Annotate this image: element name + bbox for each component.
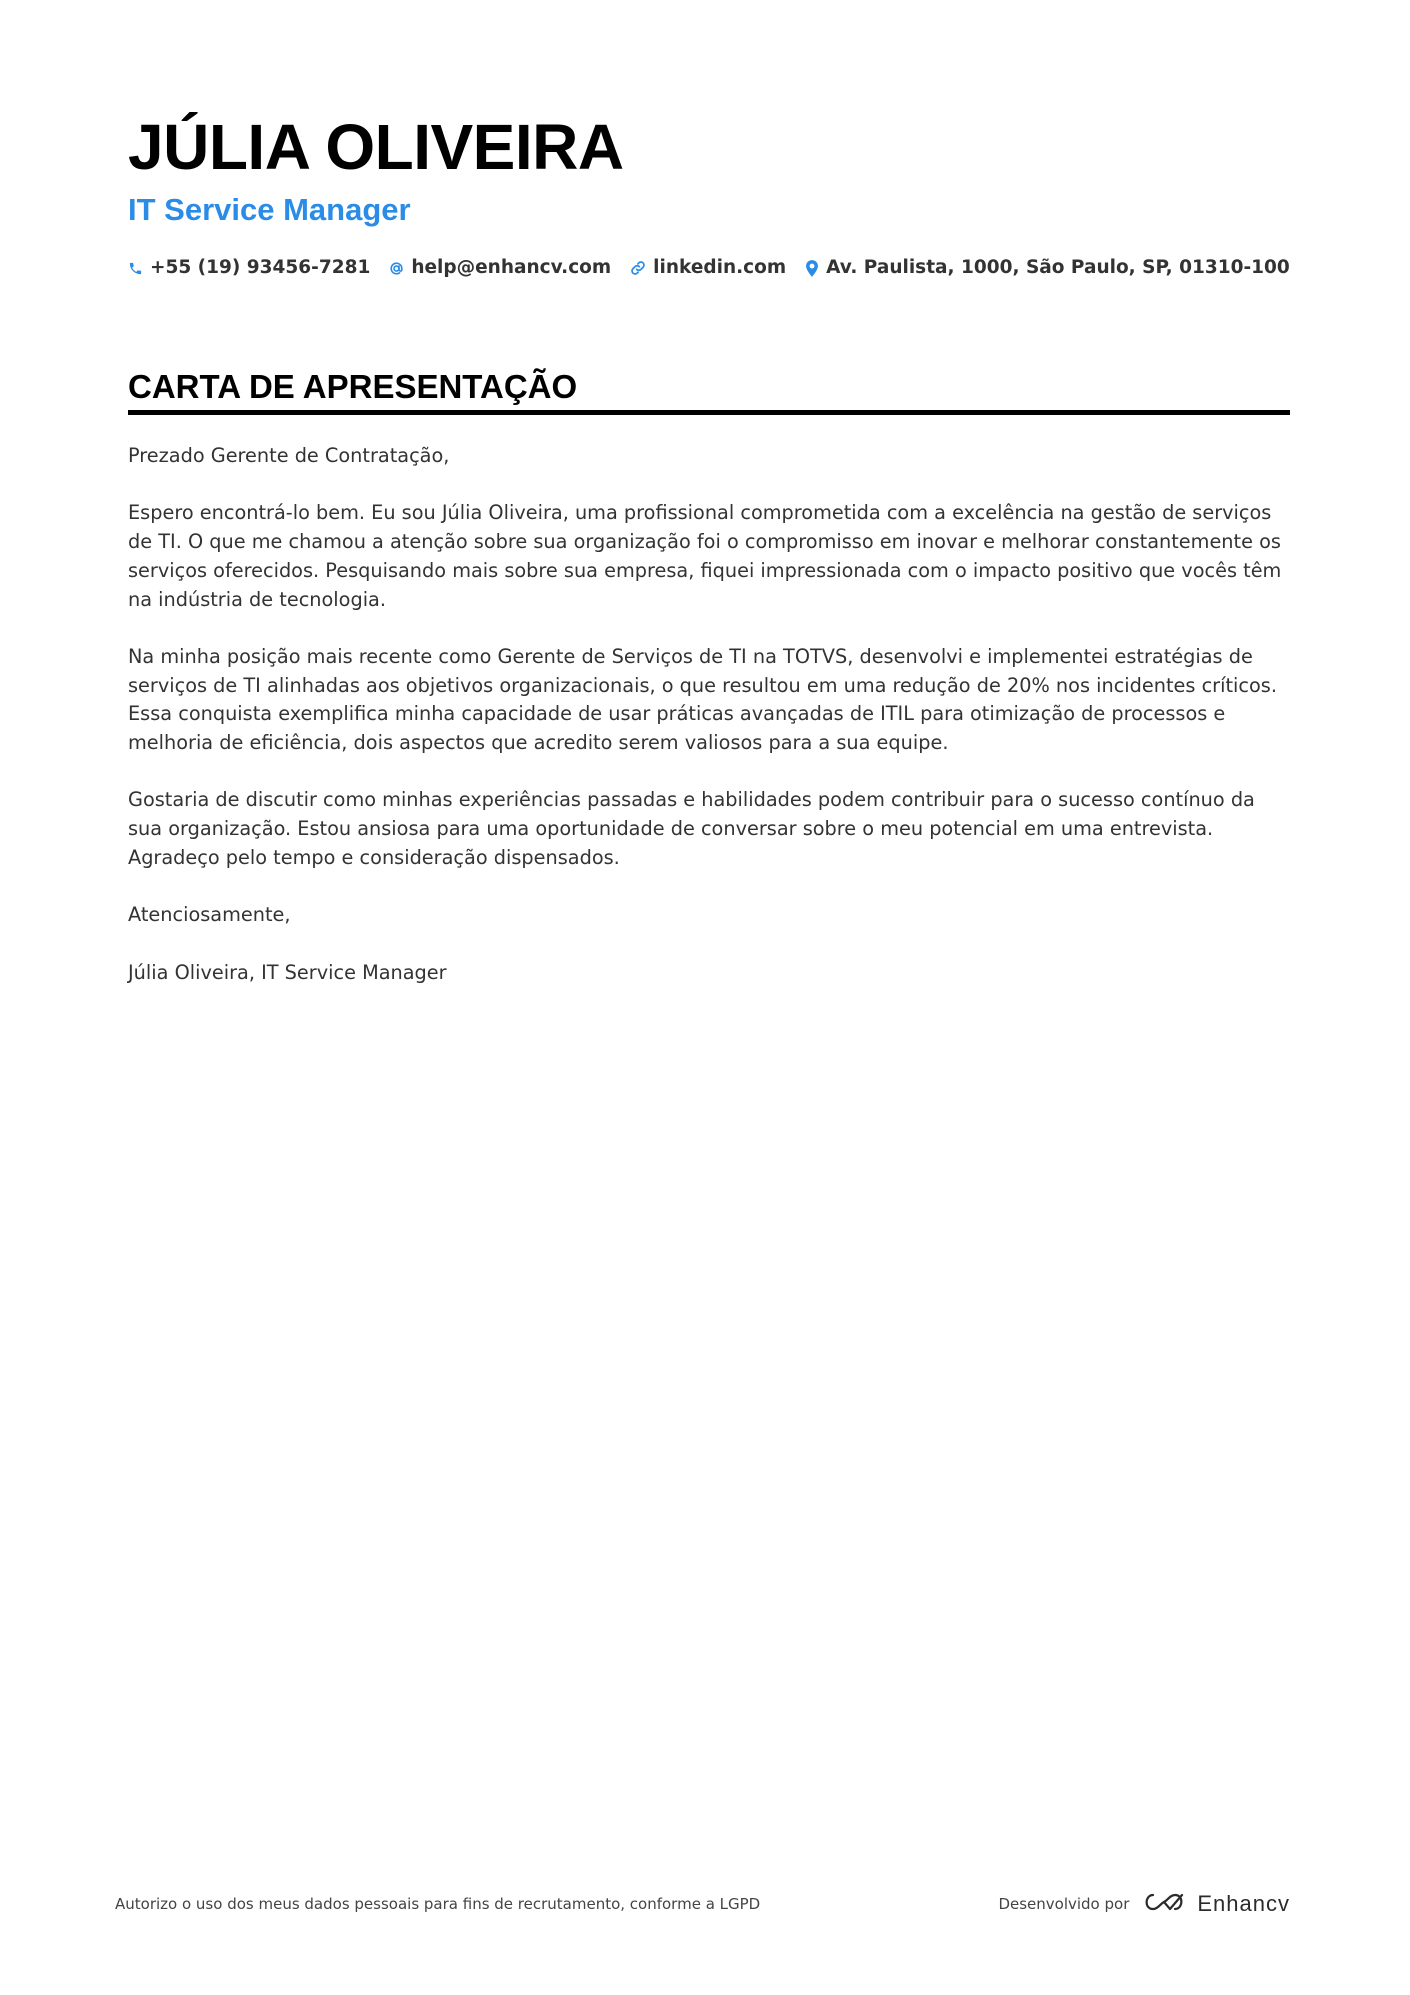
contact-email[interactable] [389, 254, 611, 282]
phone-icon [128, 261, 143, 276]
enhancv-brand-name: Enhancv [1197, 1891, 1290, 1916]
section-divider [128, 410, 1290, 415]
contact-bar [128, 254, 1290, 282]
enhancv-logo[interactable] [1141, 1890, 1290, 1918]
section-title: CARTA DE APRESENTAÇÃO [128, 368, 578, 405]
phone-number: +55 (19) 93456-7281 [150, 257, 371, 278]
location-pin-icon [805, 260, 819, 277]
at-icon [389, 261, 404, 276]
powered-by-label: Desenvolvido por [998, 1895, 1130, 1913]
enhancv-logo-icon [1141, 1890, 1187, 1918]
powered-by [998, 1890, 1290, 1918]
letter-closing: Atenciosamente, [128, 903, 291, 927]
contact-phone [128, 254, 370, 282]
lgpd-consent-note: Autorizo o uso dos meus dados pessoais para fins de recrutamento, conforme a LGPD [115, 1895, 761, 1913]
contact-linkedin[interactable] [630, 254, 786, 282]
letter-paragraph-2: Na minha posição mais recente como Gerente de Serviços de TI na TOTVS, desenvolvi e implementei estratégias de serviços de TI alinhadas aos objetivos organizacionais, o que resultou em uma redução de 20% nos incidentes críticos. Essa conquista exemplifica minha capacidade de usar práticas avançadas de ITIL para otimização de processos e melhoria de eficiência, dois aspectos que acredito serem valiosos para a sua equipe. [128, 644, 1277, 754]
letter-paragraph-1: Espero encontrá-lo bem. Eu sou Júlia Oliveira, uma profissional comprometida com a excelência na gestão de serviços de TI. O que me chamou a atenção sobre sua organização foi o compromisso em inovar e melhorar constantemente os serviços oferecidos. Pesquisando mais sobre sua empresa, fiquei impressionada com o impacto positivo que vocês têm na indústria de tecnologia. [128, 501, 1282, 611]
letter-body [128, 442, 1290, 1016]
letter-signature: Júlia Oliveira, IT Service Manager [128, 960, 447, 984]
address: Av. Paulista, 1000, São Paulo, SP, 01310-100 [826, 257, 1290, 278]
linkedin-link: linkedin.com [653, 257, 787, 278]
letter-paragraph-3: Gostaria de discutir como minhas experiências passadas e habilidades podem contribuir para o sucesso contínuo da sua organização. Estou ansiosa para uma oportunidade de conversar sobre o meu potencial em uma entrevista. Agradeço pelo tempo e consideração dispensados. [128, 788, 1255, 869]
link-icon [630, 260, 646, 276]
letter-greeting: Prezado Gerente de Contratação, [128, 444, 450, 467]
email-address: help@enhancv.com [411, 257, 612, 278]
candidate-name: JÚLIA OLIVEIRA [128, 111, 624, 183]
contact-address [805, 254, 1290, 282]
job-title: IT Service Manager [128, 192, 411, 227]
